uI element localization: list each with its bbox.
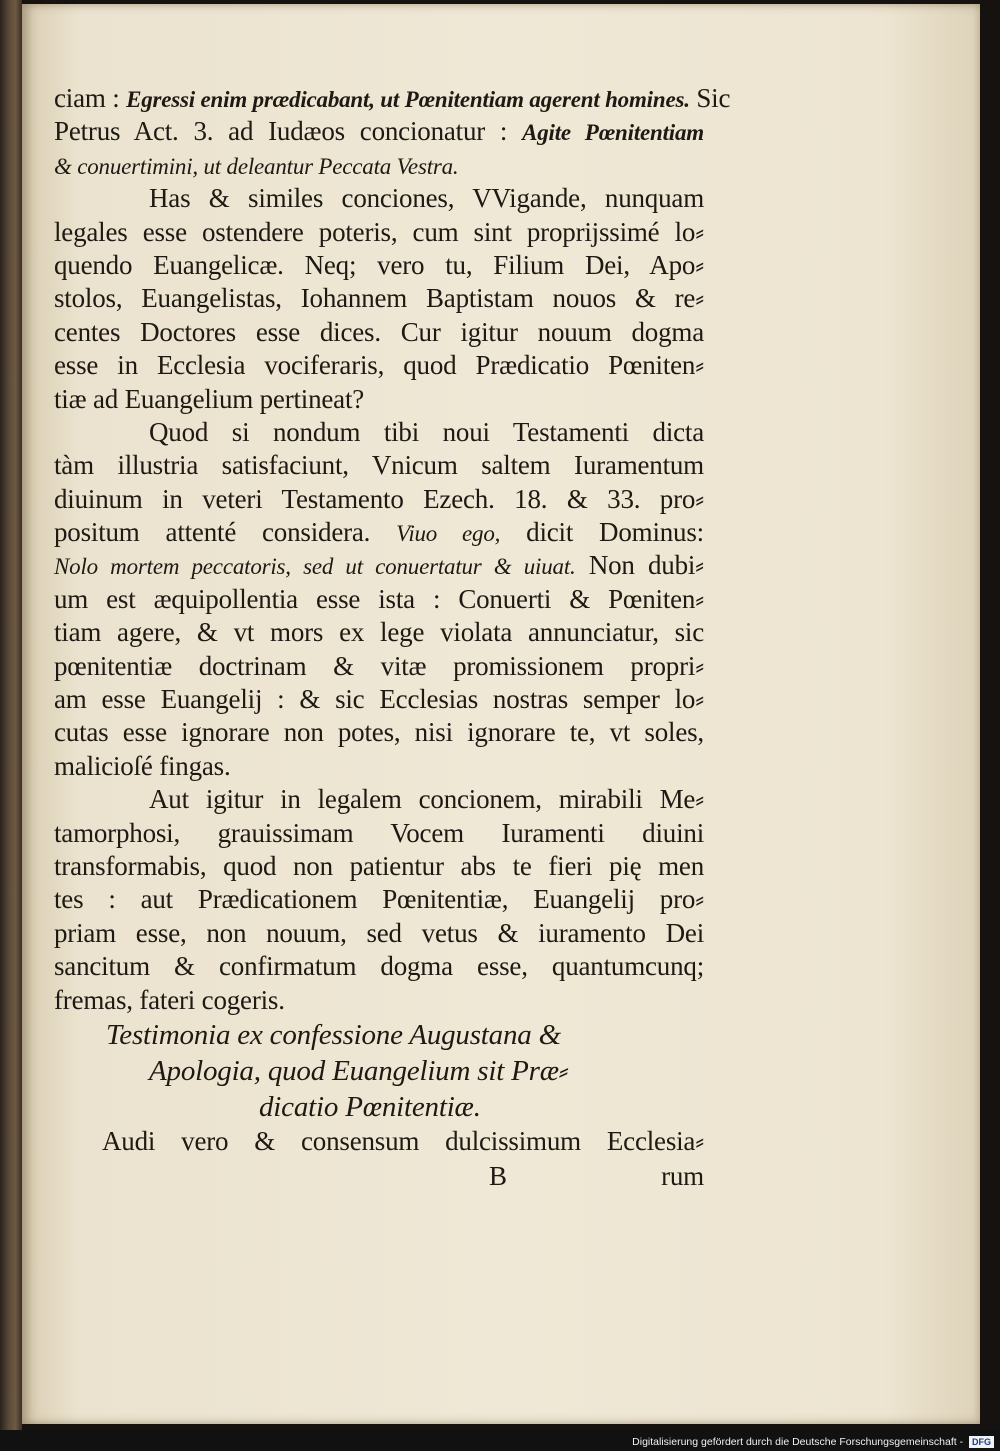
text-line: tàm illustria satisfaciunt, Vnicum saltem Iuramentum bbox=[54, 450, 704, 481]
digitization-footer bbox=[0, 1430, 1000, 1451]
page-text-block bbox=[54, 82, 731, 1194]
text-italic-quote: & conuertimini, ut deleantur Peccata Vestra. bbox=[54, 153, 459, 179]
text-line bbox=[54, 549, 704, 582]
text-line: um est æquipollentia esse ista : Conuerti & Pœniten⸗ bbox=[54, 583, 704, 614]
text-line: sancitum & confirmatum dogma esse, quantumcunq; bbox=[54, 951, 704, 982]
text-line: tiæ ad Euangelium pertineat? bbox=[54, 383, 365, 414]
text-roman: Petrus Act. 3. ad Iudæos concionatur : bbox=[54, 116, 508, 147]
text-line bbox=[54, 115, 704, 148]
book-binding-edge bbox=[0, 0, 22, 1430]
text-line: transformabis, quod non patientur abs te fieri pię men bbox=[54, 850, 704, 881]
text-line: legales esse ostendere poteris, cum sint proprijssimé lo⸗ bbox=[54, 216, 704, 247]
book-page bbox=[22, 4, 980, 1424]
footer-credit-text: Digitalisierung gefördert durch die Deutsche Forschungsgemeinschaft - bbox=[632, 1436, 964, 1448]
text-line: Quod si nondum tibi noui Testamenti dicta bbox=[149, 416, 704, 447]
text-line: centes Doctores esse dices. Cur igitur nouum dogma bbox=[54, 316, 704, 347]
text-line: fremas, fateri cogeris. bbox=[54, 984, 285, 1015]
text-line: am esse Euangelij : & sic Ecclesias nostras semper lo⸗ bbox=[54, 684, 704, 715]
dfg-logo-icon: DFG bbox=[969, 1436, 994, 1448]
text-roman: Non dubi⸗ bbox=[588, 550, 704, 581]
text-line: Has & similes conciones, VVigande, nunquam bbox=[149, 183, 704, 214]
text-line: pœnitentiæ doctrinam & vitæ promissionem propri⸗ bbox=[54, 650, 704, 681]
text-roman: ciam : bbox=[54, 83, 120, 113]
text-line: priam esse, non nouum, sed vetus & iuramento Dei bbox=[54, 917, 704, 948]
text-line bbox=[54, 516, 704, 549]
text-line: Audi vero & consensum dulcissimum Ecclesia⸗ bbox=[102, 1125, 704, 1156]
text-line: Aut igitur in legalem concionem, mirabili Me⸗ bbox=[149, 784, 704, 815]
text-line bbox=[54, 82, 731, 115]
text-line: esse in Ecclesia vociferaris, quod Prædicatio Pœniten⸗ bbox=[54, 350, 704, 381]
text-line: cutas esse ignorare non potes, nisi ignorare te, vt soles, bbox=[54, 717, 704, 748]
text-italic-quote: Agite Pœnitentiam bbox=[522, 120, 704, 146]
page-footer-marks bbox=[54, 1158, 704, 1194]
text-line: diuinum in veteri Testamento Ezech. 18. & 33. pro⸗ bbox=[54, 483, 704, 514]
section-heading: Testimonia ex confessione Augustana & bbox=[106, 1018, 561, 1051]
text-line: stolos, Euangelistas, Iohannem Baptistam nouos & re⸗ bbox=[54, 283, 704, 314]
text-line: tamorphosi, grauissimam Vocem Iuramenti diuini bbox=[54, 817, 704, 848]
text-italic-quote: Egressi enim prædicabant, ut Pœnitentiam agerent homines. bbox=[126, 87, 690, 112]
signature-mark: B bbox=[489, 1161, 507, 1192]
text-line: quendo Euangelicæ. Neq; vero tu, Filium Dei, Apo⸗ bbox=[54, 249, 704, 280]
text-line: malicioſé fingas. bbox=[54, 750, 231, 781]
text-roman: dicit Dominus: bbox=[526, 517, 704, 548]
text-italic-quote: Nolo mortem peccatoris, sed ut conuertatur & uiuat. bbox=[54, 554, 576, 580]
footer-credit bbox=[632, 1436, 994, 1448]
catchword: rum bbox=[661, 1161, 704, 1192]
text-roman: positum attenté considera. bbox=[54, 517, 371, 548]
text-italic-quote: Viuo ego, bbox=[396, 521, 501, 547]
text-line: tes : aut Prædicationem Pœnitentiæ, Euangelij pro⸗ bbox=[54, 884, 704, 915]
text-line bbox=[54, 149, 704, 182]
section-heading: Apologia, quod Euangelium sit Præ⸗ bbox=[149, 1054, 569, 1087]
text-line: tiam agere, & vt mors ex lege violata annunciatur, sic bbox=[54, 617, 704, 648]
section-heading: dicatio Pœnitentiæ. bbox=[259, 1090, 481, 1123]
text-roman: Sic bbox=[696, 83, 731, 113]
